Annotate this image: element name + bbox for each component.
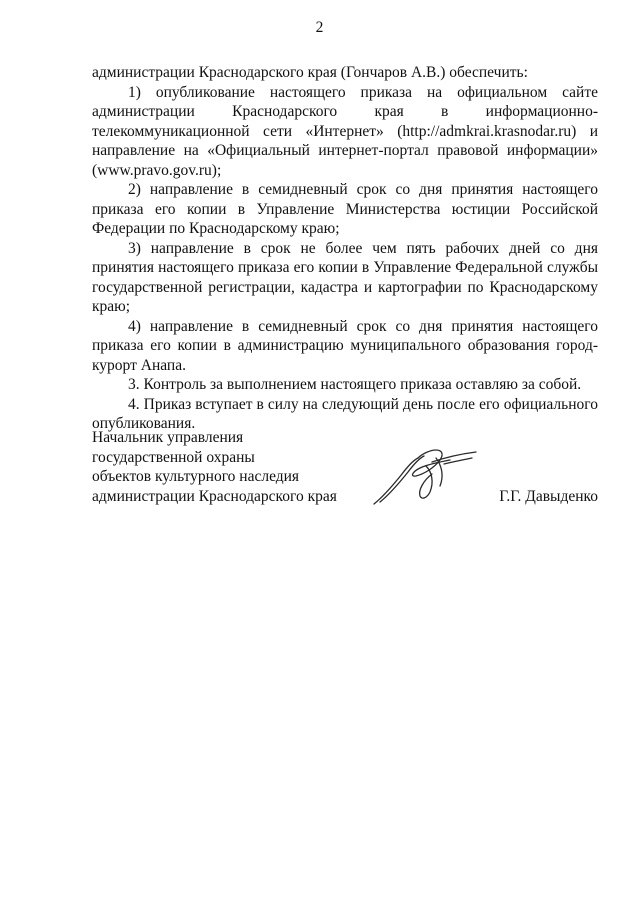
document-body xyxy=(92,63,598,434)
signer-name: Г.Г. Давыденко xyxy=(499,487,598,505)
signer-title-line: администрации Краснодарского края xyxy=(92,487,337,505)
signer-title-line: Начальник управления xyxy=(92,429,244,446)
signer-title xyxy=(92,428,337,506)
page-number: 2 xyxy=(315,19,324,36)
paragraph-item-4: 4) направление в семидневный срок со дня принятия настоящего приказа его копии в администрацию муниципального образования город-курорт Анапа. xyxy=(92,317,598,374)
signature-block xyxy=(92,428,598,508)
paragraph-continuation: администрации Краснодарского края (Гончаров А.В.) обеспечить: xyxy=(92,64,528,81)
paragraph-item-3: 3) направление в срок не более чем пять рабочих дней со дня принятия настоящего приказа его копии в Управление Федеральной службы государственной регистрации, кадастра и картографии по Краснодарскому краю; xyxy=(92,239,598,315)
signer-title-line: объектов культурного наследия xyxy=(92,468,300,485)
paragraph-item-1: 1) опубликование настоящего приказа на официальном сайте администрации Краснодарского края в информационно-телекоммуникационной сети «Интернет» (http://admkrai.krasnodar.ru) и направление на «Официальный интернет-портал правовой информации» (www.pravo.gov.ru); xyxy=(92,83,598,179)
handwritten-signature xyxy=(370,436,480,510)
signer-title-line: государственной охраны xyxy=(92,448,255,466)
paragraph-clause-4: 4. Приказ вступает в силу на следующий день после его официального опубликования. xyxy=(92,395,598,432)
paragraph-clause-3: 3. Контроль за выполнением настоящего приказа оставляю за собой. xyxy=(128,376,582,393)
paragraph-item-2: 2) направление в семидневный срок со дня принятия настоящего приказа его копии в Управление Министерства юстиции Российской Федерации по Краснодарскому краю; xyxy=(92,181,598,237)
